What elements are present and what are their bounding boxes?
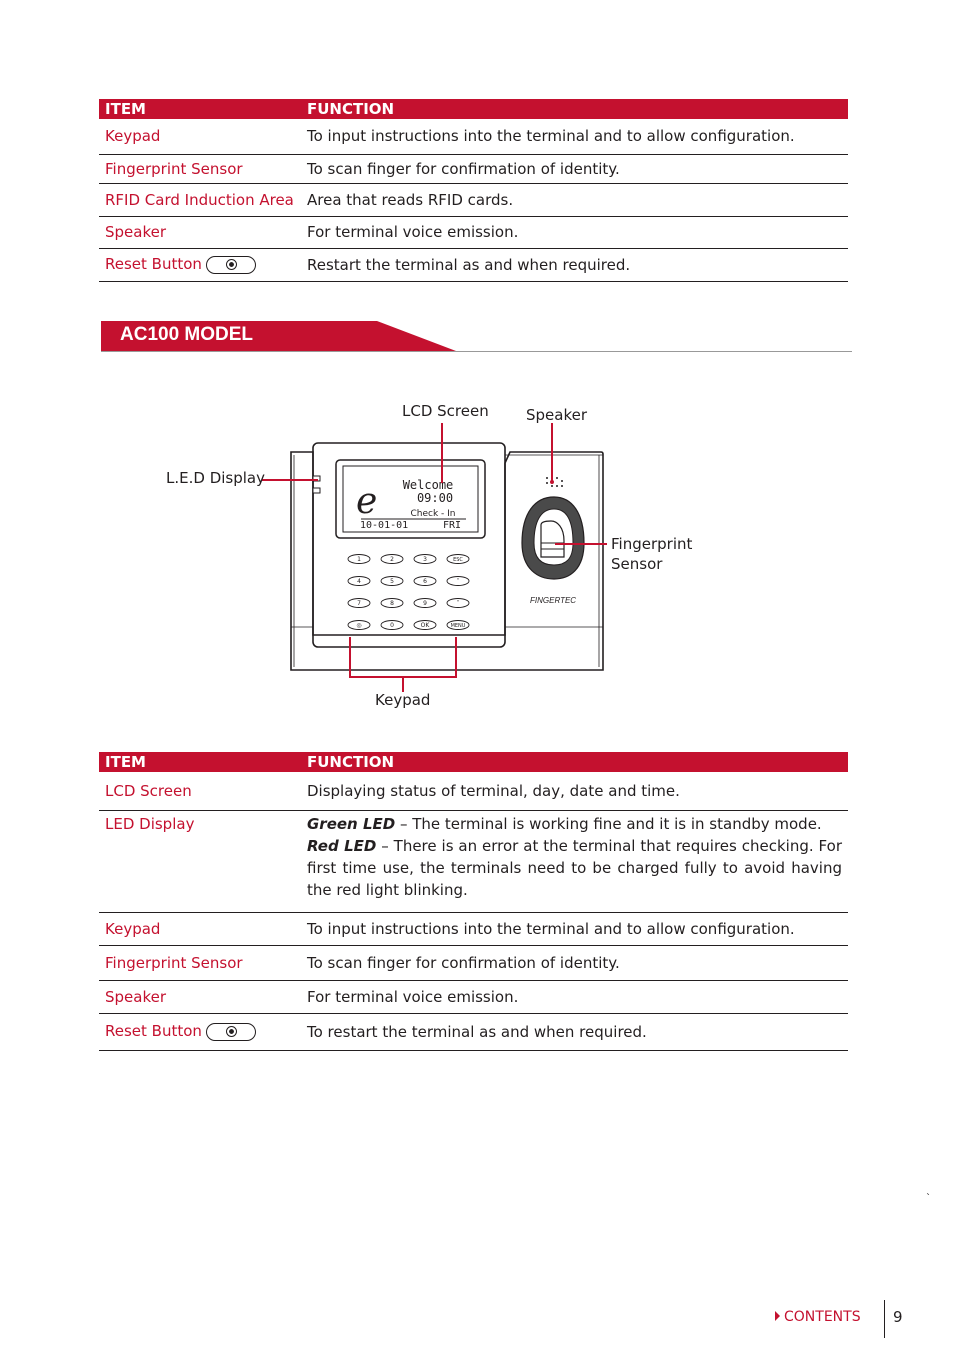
- keypad-keys: [348, 555, 469, 630]
- header-function: FUNCTION: [303, 99, 848, 119]
- keypad-key-label: ESC: [453, 557, 463, 563]
- table-row: [99, 945, 848, 980]
- function-table-2: [99, 752, 848, 1051]
- keypad-key: [381, 577, 403, 586]
- table-row: [99, 772, 848, 810]
- header-function: FUNCTION: [303, 752, 848, 772]
- label-fingerprint: Fingerprint: [611, 535, 693, 553]
- header-item: ITEM: [99, 99, 303, 119]
- reset-button-label: Reset Button: [105, 255, 202, 274]
- function-text: For terminal voice emission.: [303, 980, 848, 1013]
- label-speaker: Speaker: [526, 406, 588, 424]
- keypad-key-label: 8: [390, 600, 394, 607]
- function-text: To scan finger for confirmation of identity.: [303, 945, 848, 980]
- keypad-key-label: ˅: [456, 600, 460, 607]
- keypad-key: [447, 577, 469, 586]
- header-item: ITEM: [99, 752, 303, 772]
- function-text: Area that reads RFID cards.: [303, 183, 848, 216]
- keypad-key: [447, 599, 469, 608]
- keypad-key-label: 9: [423, 600, 427, 607]
- keypad-key: [348, 555, 370, 564]
- lcd-line-time: 09:00: [416, 491, 454, 505]
- lcd-day: FRI: [443, 520, 462, 531]
- item-fingerprint-sensor: Fingerprint Sensor: [99, 154, 303, 183]
- keypad-key-label: 1: [357, 556, 361, 563]
- keypad-key-label: 3: [423, 556, 427, 563]
- item-reset-button: [99, 248, 303, 281]
- keypad-key-label: 2: [390, 556, 394, 563]
- green-led-text: – The terminal is working fine and it is in standby mode.: [395, 814, 822, 833]
- stray-mark: `: [926, 1193, 931, 1204]
- keypad-key: [348, 621, 370, 630]
- brand-logo: FINGERTEC: [530, 596, 577, 605]
- table-row: [99, 216, 848, 248]
- footer-divider: [884, 1300, 885, 1338]
- function-text: Displaying status of terminal, day, date and time.: [303, 772, 848, 810]
- lcd-line-check: Check - In: [410, 509, 456, 519]
- item-lcd-screen: LCD Screen: [99, 772, 303, 810]
- keypad-key: [381, 621, 403, 630]
- function-text: To input instructions into the terminal and to allow configuration.: [303, 912, 848, 945]
- keypad-key: [414, 621, 436, 630]
- function-text: To restart the terminal as and when required.: [303, 1013, 848, 1050]
- item-speaker: Speaker: [99, 980, 303, 1013]
- keypad-key-label: 5: [390, 578, 394, 585]
- keypad-key: [381, 599, 403, 608]
- keypad-key: [414, 599, 436, 608]
- table-row: [99, 1013, 848, 1050]
- keypad-key-label: OK: [420, 622, 430, 629]
- function-table-1: [99, 99, 848, 282]
- item-led-display: LED Display: [99, 810, 303, 912]
- lcd-screen: [336, 460, 485, 538]
- keypad-key-label: MENU: [450, 623, 466, 629]
- keypad-key: [447, 621, 469, 630]
- lcd-line-welcome: Welcome: [402, 478, 454, 492]
- item-keypad: Keypad: [99, 119, 303, 154]
- fingerprint-sensor: [522, 497, 584, 579]
- item-reset-button: [99, 1013, 303, 1050]
- item-speaker: Speaker: [99, 216, 303, 248]
- function-text: For terminal voice emission.: [303, 216, 848, 248]
- keypad-key: [348, 599, 370, 608]
- label-keypad: Keypad: [375, 691, 431, 709]
- function-text: To scan finger for confirmation of identity.: [303, 154, 848, 183]
- item-rfid-area: RFID Card Induction Area: [99, 183, 303, 216]
- item-fingerprint-sensor: Fingerprint Sensor: [99, 945, 303, 980]
- keypad-key-label: 0: [390, 622, 394, 629]
- function-text: To input instructions into the terminal and to allow configuration.: [303, 119, 848, 154]
- led-slot-bottom: [313, 488, 320, 493]
- red-led-text: – There is an error at the terminal that requires checking. For first time use, the terminals need to be charged fully to avoid having the red light blinking.: [307, 836, 842, 899]
- section-title: AC100 MODEL: [120, 324, 254, 345]
- table-row: [99, 154, 848, 183]
- green-led-label: Green LED: [307, 814, 396, 833]
- reset-button-icon: [206, 256, 256, 274]
- red-led-label: Red LED: [307, 836, 377, 855]
- table-row: [99, 810, 848, 912]
- function-text-led: [303, 810, 848, 912]
- keypad-key-label: 4: [357, 578, 361, 585]
- table-header: [99, 752, 848, 772]
- function-text: Restart the terminal as and when required.: [303, 248, 848, 281]
- keypad-key: [414, 577, 436, 586]
- table-header: [99, 99, 848, 119]
- table-row: [99, 183, 848, 216]
- table-row: [99, 980, 848, 1013]
- lcd-logo-e: e: [356, 481, 378, 522]
- label-lcd-screen: LCD Screen: [402, 402, 489, 420]
- reset-button-icon: [206, 1023, 256, 1041]
- keypad-key-label: ◎: [356, 622, 362, 629]
- item-keypad: Keypad: [99, 912, 303, 945]
- keypad-key: [414, 555, 436, 564]
- label-sensor: Sensor: [611, 555, 663, 573]
- keypad-key: [381, 555, 403, 564]
- table-row: [99, 912, 848, 945]
- page-number: 9: [893, 1308, 903, 1326]
- label-led-display: L.E.D Display: [166, 469, 265, 487]
- table-row: [99, 248, 848, 281]
- table-row: [99, 119, 848, 154]
- lcd-date: 10-01-01: [360, 520, 409, 531]
- keypad-key-label: ˄: [456, 578, 460, 585]
- reset-button-label: Reset Button: [105, 1022, 202, 1041]
- section-heading: [101, 321, 852, 353]
- keypad-key-label: 6: [423, 578, 427, 585]
- keypad-key: [348, 577, 370, 586]
- speaker-grille: [546, 474, 563, 487]
- keypad-key-label: 7: [357, 600, 361, 607]
- keypad-key: [447, 555, 469, 564]
- contents-link[interactable]: CONTENTS: [775, 1309, 861, 1325]
